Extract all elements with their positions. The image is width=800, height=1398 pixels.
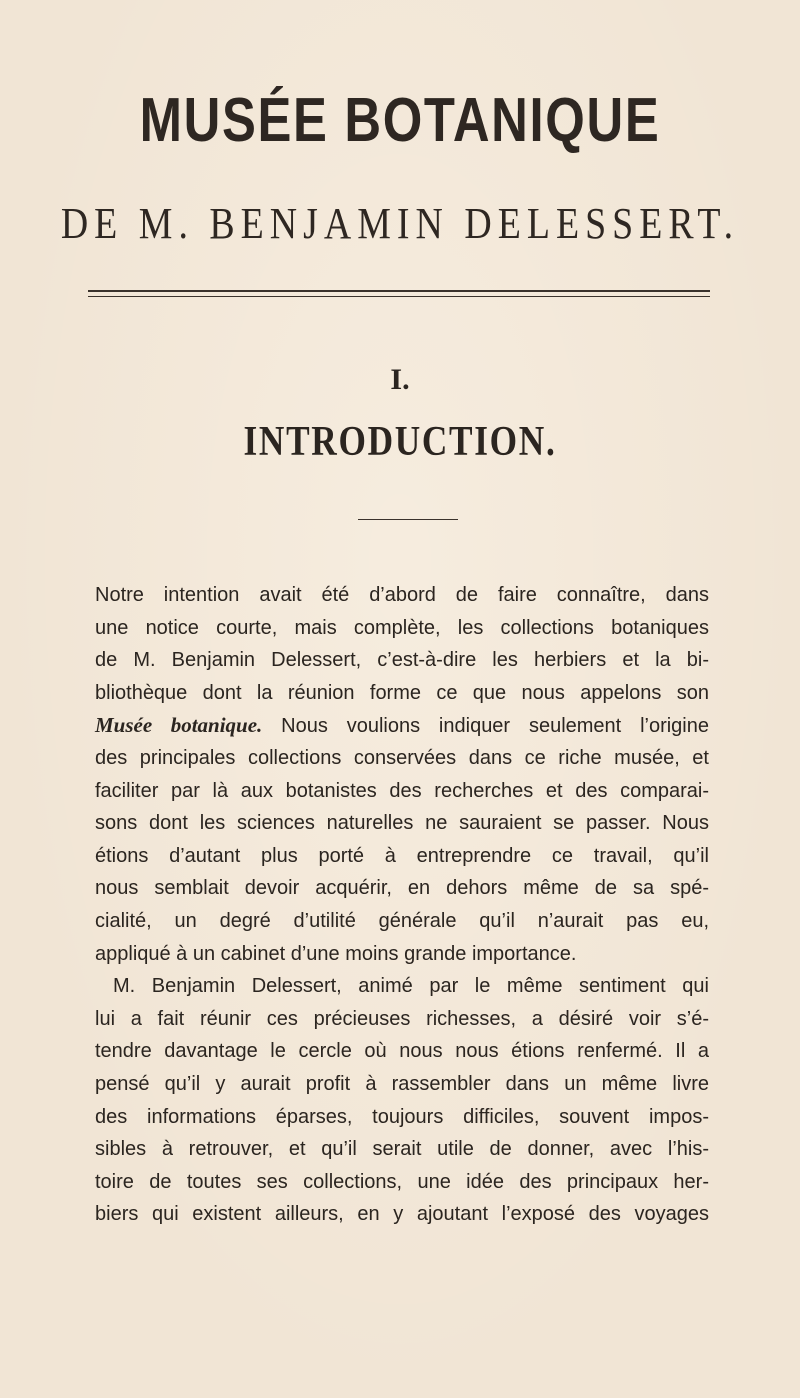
text-line: cialité, un degré d’utilité générale qu’il n’aurait pas eu, — [95, 909, 709, 932]
short-rule-divider — [358, 519, 458, 520]
text-line: toire de toutes ses collections, une idée des principaux her- — [95, 1170, 709, 1193]
text-line: des principales collections conservées dans ce riche musée, et — [95, 746, 709, 769]
page-subtitle: DE M. BENJAMIN DELESSERT. — [60, 199, 740, 248]
text-line-rest: Nous voulions indiquer seulement l’origine — [262, 715, 709, 738]
text-line: sibles à retrouver, et qu’il serait utile de donner, avec l’his- — [95, 1138, 709, 1161]
text-line: étions d’autant plus porté à entreprendre ce travail, qu’il — [95, 844, 709, 867]
text-line: lui a fait réunir ces précieuses richesses, a désiré voir s’é- — [95, 1007, 709, 1030]
double-rule-divider — [88, 290, 710, 297]
text-line: sons dont les sciences naturelles ne sauraient se passer. Nous — [95, 812, 709, 835]
text-line — [95, 709, 709, 742]
text-line: nous semblait devoir acquérir, en dehors même de sa spé- — [95, 877, 709, 900]
text-line: tendre davantage le cercle où nous nous étions renfermé. Il a — [95, 1040, 709, 1063]
italic-title: Musée botanique. — [95, 713, 263, 738]
text-line: Notre intention avait été d’abord de faire connaître, dans — [95, 584, 709, 606]
text-line: bliothèque dont la réunion forme ce que nous appelons son — [95, 681, 709, 704]
text-line: de M. Benjamin Delessert, c’est-à-dire les herbiers et la bi- — [95, 649, 709, 672]
section-number: I. — [390, 363, 410, 396]
text-line: faciliter par là aux botanistes des recherches et des comparai- — [95, 779, 709, 802]
text-line: M. Benjamin Delessert, animé par le même sentiment qui — [113, 975, 709, 998]
text-line: appliqué à un cabinet d’une moins grande importance. — [95, 942, 577, 965]
text-line: une notice courte, mais complète, les collections botaniques — [95, 616, 709, 639]
text-line: pensé qu’il y aurait profit à rassembler dans un même livre — [95, 1072, 709, 1095]
text-line: biers qui existent ailleurs, en y ajoutant l’exposé des voyages — [95, 1203, 709, 1226]
section-title: INTRODUCTION. — [243, 419, 557, 465]
page-title: MUSÉE BOTANIQUE — [139, 86, 661, 155]
body-text — [95, 579, 709, 1231]
text-line: des informations éparses, toujours difficiles, souvent impos- — [95, 1105, 709, 1128]
